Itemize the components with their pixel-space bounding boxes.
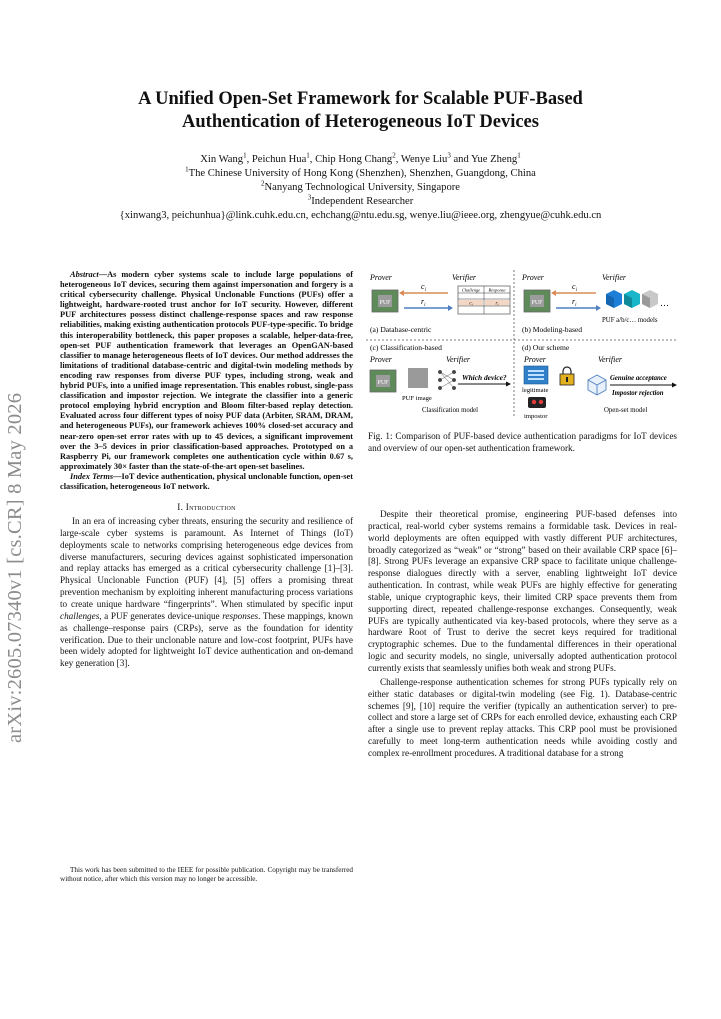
- c-puf-image-label: PUF image: [402, 395, 432, 402]
- svg-text:PUF: PUF: [379, 300, 391, 306]
- b-ri-label: $r_i$: [572, 297, 577, 308]
- author-3: Chip Hong Chang: [315, 154, 393, 165]
- c-model-label: Classification model: [422, 407, 479, 414]
- d-legitimate-device-icon: [524, 366, 548, 384]
- d-prover: Prover: [524, 355, 546, 364]
- paper-title: [60, 88, 661, 134]
- d-openset-model-icon: [588, 375, 606, 395]
- c-caption: (c) Classification-based: [370, 343, 442, 352]
- svg-text:Challenge: Challenge: [461, 287, 481, 293]
- c-which-device: Which device?: [462, 373, 507, 382]
- intro-paragraph: In an era of increasing cyber threats, ensuring the security and resilience of large-scale cyber systems is paramount. As Internet of Things (IoT) deployments scale to networks comprising heterogeneous edge devices from diverse manufacturers, securing devices against sophisticated impersonation and replay attacks has emerged as a critical cybersecurity challenge [1]–[3]. Physical Unclonable Function (PUF) [4], [5] offers a promising threat prevention mechanism by exploiting inherent manufacturing process variations to create unique hardware “fingerprints”. When stimulated by specific input challenges, a PUF generates device-unique responses. These mappings, known as challenge–response pairs (CRPs), serve as the foundation for identity verification. Due to their unclonable nature and low-cost footprint, PUFs have been widely adopted for lightweight IoT device authentication and on-demand key generation [3].: [60, 516, 353, 669]
- c-puf-image-icon: [408, 368, 428, 388]
- right-paragraph-1: Despite their theoretical promise, engineering PUF-based defenses into practical, real-world cyber systems remains a formidable task. Devices in real-world deployments are often equipped with vastly different PUF architectures, broadly categorized as “weak” or “strong” based on their available CRP space [6]–[8]. Strong PUFs leverage an expansive CRP space to facilitate unique challenge-response dialogues directly with a server, enabling lightweight IoT device authentication. In contrast, while weak PUFs are highly effective for generating stable, unique cryptographic keys, their limited CRP space prevents them from supporting direct, repeated challenge-response exchanges. Consequently, weak PUFs are typically authenticated via key-based protocols, where they serve as a hardware Root of Trust to derive the secret keys required for traditional cryptographic schemes. Due to the fundamental differences in their operational logic and security models, no single, universally adopted authentication protocol currently exists that seamlessly unifies both weak and strong PUFs.: [368, 509, 677, 673]
- author-5: Yue Zheng: [471, 154, 518, 165]
- a-prover: Prover: [370, 273, 392, 282]
- c-verifier: Verifier: [446, 355, 470, 364]
- svg-text:PUF: PUF: [531, 300, 543, 306]
- d-verifier: Verifier: [598, 355, 622, 364]
- b-puf-chip-icon: [524, 290, 550, 312]
- figure-1: [366, 268, 678, 420]
- abstract-text: —As modern cyber systems scale to include large populations of heterogeneous IoT devices, securing them against impersonation and forgery is a critical cybersecurity challenge. Physical Unclonable Functions (PUFs) offer a lightweight, hardware-rooted trust anchor for IoT security. However, different PUF architectures possess distinct challenge-response spaces and raw response reliabilities, making existing authentication protocols PUF-type-specific. To bridge this interoperability bottleneck, this paper proposes a scalable, helper-data-free, open-set PUF authentication framework that leverages an OpenGAN-based classifier to manage heterogeneous fleets of IoT devices. Our method addresses the limitations of traditional database-centric and digital-twin modeling methods by encoding raw responses from diverse PUF types, including strong, weak and hybrid PUFs, into a unified image representation. This enables robust, single-pass classification and impostor rejection. We integrate the classifier into a generic protocol employing hybrid encryption and Bloom filter-based replay detection. Evaluated across four different types of noisy PUF data (Arbiter, SRAM, DRAM, and heterogeneous PUFs), our framework achieves 100% closed-set accuracy and near-zero open-set error rates with up to 45 devices, a significant improvement over the 3–5 devices in prior classification-based approaches. Prototyped on a Raspberry Pi, our framework completes one authentication cycle within 0.67 s, approximately 30× faster than the state-of-the-art open-set baselines.: [60, 270, 353, 471]
- b-ci-label: $c_i$: [572, 282, 577, 293]
- footnote: This work has been submitted to the IEEE for possible publication. Copyright may be transferred without notice, after which this version may no longer be accessible.: [60, 866, 353, 883]
- affiliation-3: $^3$Independent Researcher: [307, 193, 414, 207]
- author-2: Peichun Hua: [251, 154, 307, 165]
- a-ci-label: $c_i$: [421, 282, 426, 293]
- index-terms-label: Index Terms: [70, 471, 114, 481]
- section-heading-introduction: I. Introduction: [177, 502, 236, 513]
- b-prover: Prover: [522, 273, 544, 282]
- author-block: [40, 153, 681, 223]
- b-cube-icons: [606, 290, 669, 308]
- b-verifier: Verifier: [602, 273, 626, 282]
- abstract: [60, 270, 353, 492]
- a-verifier: Verifier: [452, 273, 476, 282]
- c-network-icon: [438, 370, 456, 390]
- right-paragraph-2: Challenge-response authentication schemes for strong PUFs typically rely on either static databases or digital-twin modeling (see Fig. 1). Database-centric schemes [9], [10] require the verifier (typically an authentication server) to pre-collect and store a large set of CRPs for each enrolled device, exhausting each CRP after a single use to prevent replay attacks. This CRP pool must be provisioned carefully to meet long-term authentication needs while avoiding costly and complex re-enrollment procedures. A traditional database for a strong: [368, 676, 677, 758]
- d-impostor-device-icon: [528, 397, 546, 408]
- d-lock-icon: [560, 367, 574, 385]
- b-models-label: PUF a/b/c… models: [602, 317, 658, 324]
- title-line-2: Authentication of Heterogeneous IoT Devices: [182, 112, 539, 132]
- svg-text:ci: $c_i$: [469, 301, 473, 307]
- arxiv-id: arXiv:2605.07340v1 [cs.CR] 8 May 2026: [4, 392, 26, 743]
- a-puf-chip-icon: [372, 290, 398, 312]
- author-1: Xin Wang: [200, 154, 244, 165]
- svg-text:ri: $r_i$: [495, 301, 499, 307]
- index-terms-text: —IoT device authentication, physical unclonable function, open-set classification, heterogeneous IoT network.: [60, 471, 353, 491]
- svg-text:Response: Response: [488, 287, 506, 293]
- d-legitimate-label: legitimate: [522, 387, 549, 394]
- title-line-1: A Unified Open-Set Framework for Scalable PUF-Based: [138, 89, 583, 109]
- d-model-label: Open-set model: [604, 407, 648, 414]
- a-caption: (a) Database-centric: [370, 325, 432, 334]
- svg-text:…: …: [660, 298, 669, 308]
- author-names: Xin Wang$^1$, Peichun Hua$^1$, Chip Hong Chang$^2$, Wenye Liu$^3$ and Yue Zheng$^1$: [200, 151, 521, 165]
- d-impostor-label: impostor: [524, 413, 548, 420]
- left-column: [60, 270, 353, 670]
- c-prover: Prover: [370, 355, 392, 364]
- a-crp-database-table: [458, 286, 510, 314]
- author-emails: {xinwang3, peichunhua}@link.cuhk.edu.cn, echchang@ntu.edu.sg, wenye.liu@ieee.org, zhengyue@cuhk.edu.cn: [119, 210, 602, 221]
- d-caption: (d) Our scheme: [522, 343, 570, 352]
- author-4: Wenye Liu: [400, 154, 448, 165]
- right-column: [368, 509, 677, 760]
- abstract-label: Abstract: [70, 270, 99, 279]
- d-genuine-acceptance: Genuine acceptance: [610, 375, 667, 382]
- svg-text:PUF: PUF: [377, 380, 389, 386]
- figure-1-caption: Fig. 1: Comparison of PUF-based device authentication paradigms for IoT devices and overview of our open-set authentication framework.: [368, 431, 677, 453]
- affiliation-2: $^2$Nanyang Technological University, Singapore: [261, 179, 460, 193]
- c-puf-chip-icon: [370, 370, 396, 392]
- b-caption: (b) Modeling-based: [522, 325, 583, 334]
- d-impostor-rejection: Impostor rejection: [612, 390, 664, 397]
- a-ri-label: $r_i$: [421, 297, 426, 308]
- affiliation-1: $^1$The Chinese University of Hong Kong (Shenzhen), Shenzhen, Guangdong, China: [185, 165, 536, 179]
